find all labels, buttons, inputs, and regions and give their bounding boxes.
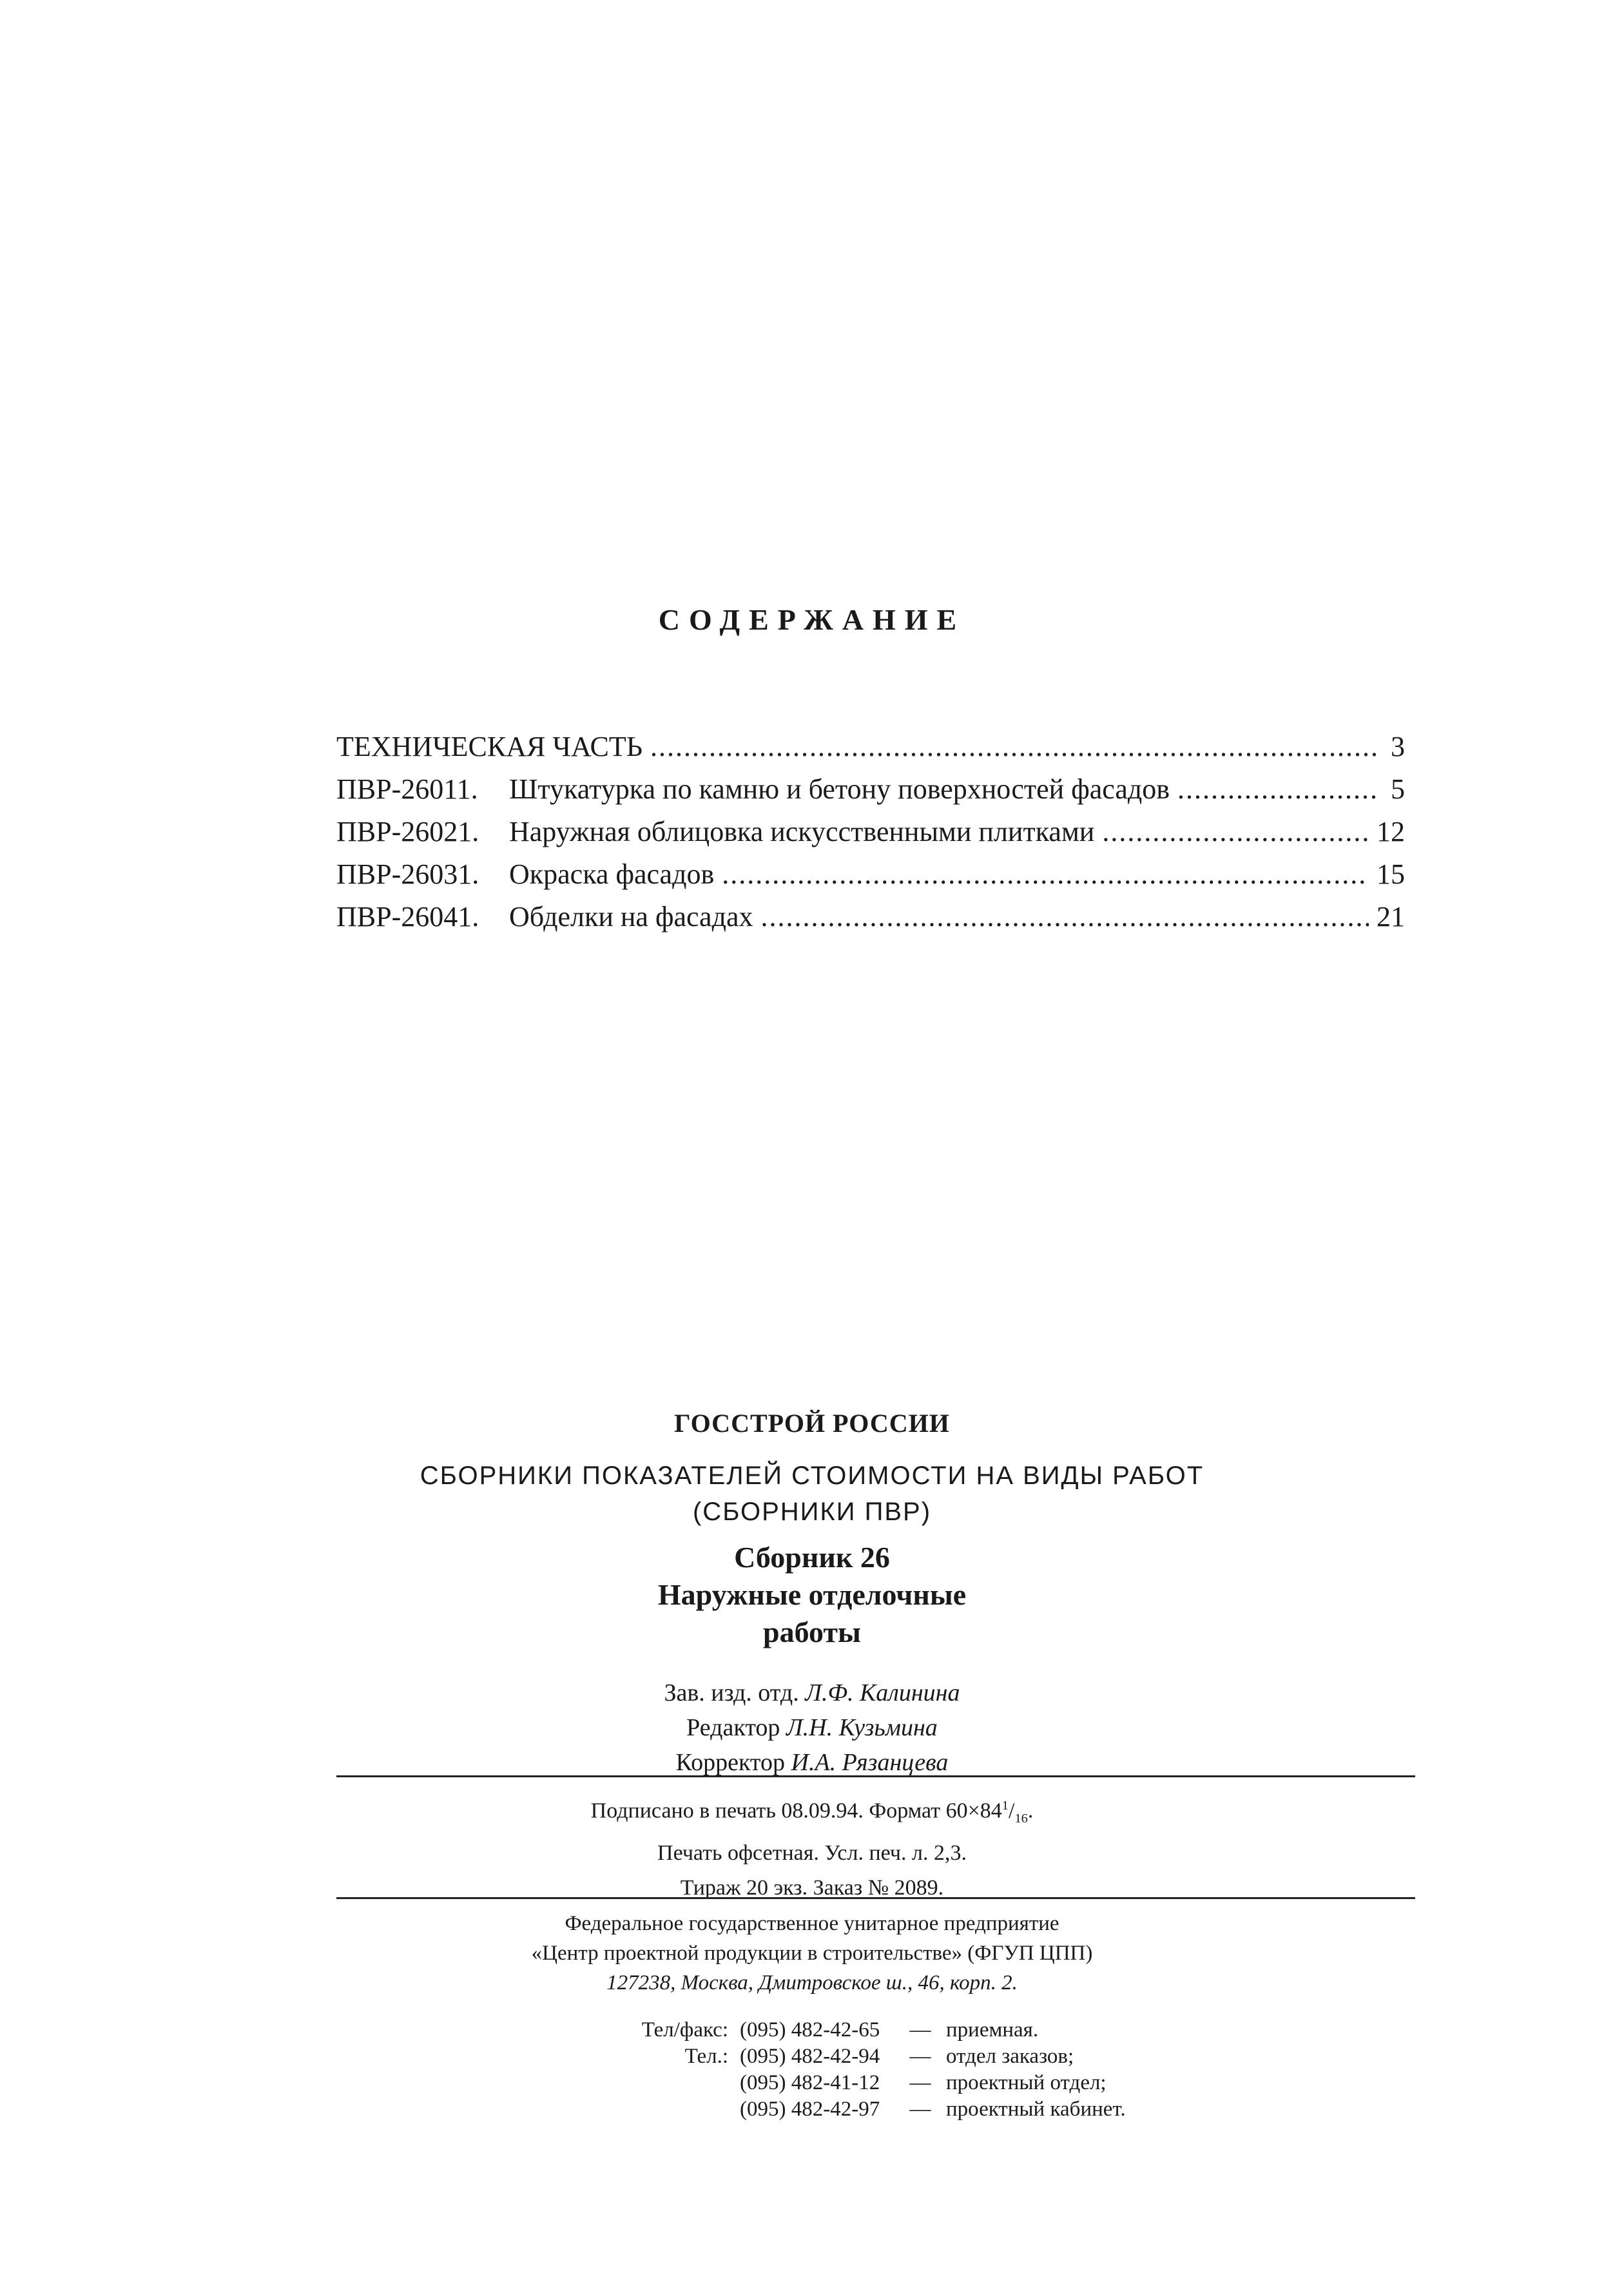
toc-dot-leader [761, 896, 1369, 938]
toc-entry[interactable] [336, 811, 1405, 853]
toc-entry[interactable] [336, 726, 1405, 768]
toc-entry-text: Обделки на фасадах [509, 901, 753, 932]
toc-dot-leader [1102, 811, 1369, 853]
divider [336, 1775, 1415, 1777]
phone-dash: — [909, 2045, 931, 2068]
table-of-contents [336, 726, 1405, 938]
toc-entry-code: ПВР-26031. [336, 858, 479, 890]
phone-label [593, 2070, 728, 2096]
contents-title: СОДЕРЖАНИЕ [658, 603, 966, 636]
credit-name: Л.Н. Кузьмина [786, 1714, 938, 1741]
toc-entry-text: Наружная облицовка искусственными плитками [509, 816, 1095, 847]
credit-line [0, 1710, 1624, 1745]
phone-dash: — [909, 2071, 931, 2094]
series-title-line: СБОРНИКИ ПОКАЗАТЕЛЕЙ СТОИМОСТИ НА ВИДЫ РАБОТ [420, 1462, 1204, 1490]
credit-name: И.А. Рязанцева [791, 1749, 949, 1776]
phone-dash: — [909, 2098, 931, 2121]
toc-entry-page: 5 [1391, 773, 1405, 805]
print-signed-format: Подписано в печать 08.09.94. Формат 60×84 [590, 1799, 1002, 1823]
print-details-line [0, 1788, 1624, 1836]
toc-entry-page: 3 [1391, 731, 1405, 762]
organization-name: ГОССТРОЙ РОССИИ [674, 1409, 950, 1438]
collection-title-line: Сборник 26 [734, 1541, 890, 1574]
format-fraction-denominator: 16 [1014, 1811, 1028, 1826]
phone-description: приемная. [946, 2018, 1039, 2042]
publisher-address: 127238, Москва, Дмитровское ш., 46, корп. 2. [606, 1971, 1018, 1994]
collection-title [0, 1539, 1624, 1651]
toc-entry-code: ПВР-26021. [336, 816, 479, 847]
print-details-line: Тираж 20 экз. Заказ № 2089. [680, 1876, 944, 1900]
phone-list [593, 2017, 1126, 2123]
credit-role: Зав. изд. отд. [664, 1679, 799, 1706]
toc-entry[interactable] [336, 853, 1405, 896]
toc-entry-code: ПВР-26041. [336, 901, 479, 932]
phone-entry [593, 2070, 1126, 2096]
phone-entry [593, 2043, 1126, 2070]
phone-number[interactable]: (095) 482-42-97 [740, 2098, 880, 2121]
toc-dot-leader [722, 853, 1369, 896]
toc-entry-page: 12 [1377, 816, 1405, 847]
phone-label: Тел/факс: [641, 2018, 728, 2042]
phone-label [593, 2096, 728, 2123]
toc-entry-text: Окраска фасадов [509, 858, 715, 890]
format-end: . [1027, 1799, 1034, 1823]
toc-entry-page: 15 [1377, 858, 1405, 890]
series-title-line: (СБОРНИКИ ПВР) [692, 1498, 932, 1526]
credits [0, 1675, 1624, 1780]
format-fraction-slash: / [1008, 1799, 1015, 1823]
toc-entry-text: Штукатурка по камню и бетону поверхностей фасадов [509, 773, 1170, 805]
phone-entry [593, 2017, 1126, 2043]
phone-description: проектный кабинет. [946, 2098, 1126, 2121]
publisher-line: «Центр проектной продукции в строительстве» (ФГУП ЦПП) [531, 1942, 1093, 1965]
phone-number[interactable]: (095) 482-42-65 [740, 2018, 880, 2042]
toc-entry-code: ПВР-26011. [336, 773, 478, 805]
publisher-info [0, 1909, 1624, 1998]
publisher-line: Федеральное государственное унитарное предприятие [565, 1912, 1059, 1935]
phone-entry [593, 2096, 1126, 2123]
print-details-line: Печать офсетная. Усл. печ. л. 2,3. [657, 1841, 967, 1866]
toc-entry[interactable] [336, 768, 1405, 811]
format-fraction-numerator: 1 [1001, 1799, 1009, 1813]
toc-dot-leader [1177, 768, 1378, 811]
print-details [0, 1788, 1624, 1906]
phone-dash: — [909, 2018, 931, 2042]
credit-role: Редактор [686, 1714, 780, 1741]
credit-name: Л.Ф. Калинина [805, 1679, 960, 1706]
toc-entry-text: ТЕХНИЧЕСКАЯ ЧАСТЬ [336, 731, 643, 762]
phone-number[interactable]: (095) 482-42-94 [740, 2045, 880, 2068]
credit-line [0, 1745, 1624, 1780]
divider [336, 1897, 1415, 1899]
toc-entry-page: 21 [1377, 901, 1405, 932]
collection-title-line: Наружные отделочные [657, 1578, 967, 1611]
phone-number[interactable]: (095) 482-41-12 [740, 2071, 880, 2094]
toc-dot-leader [650, 726, 1378, 768]
credit-line [0, 1675, 1624, 1710]
collection-title-line: работы [763, 1616, 861, 1648]
phone-description: отдел заказов; [946, 2045, 1074, 2068]
toc-entry[interactable] [336, 896, 1405, 938]
phone-description: проектный отдел; [946, 2071, 1107, 2094]
credit-role: Корректор [675, 1749, 786, 1776]
phone-label: Тел.: [684, 2045, 728, 2068]
series-title [0, 1458, 1624, 1530]
